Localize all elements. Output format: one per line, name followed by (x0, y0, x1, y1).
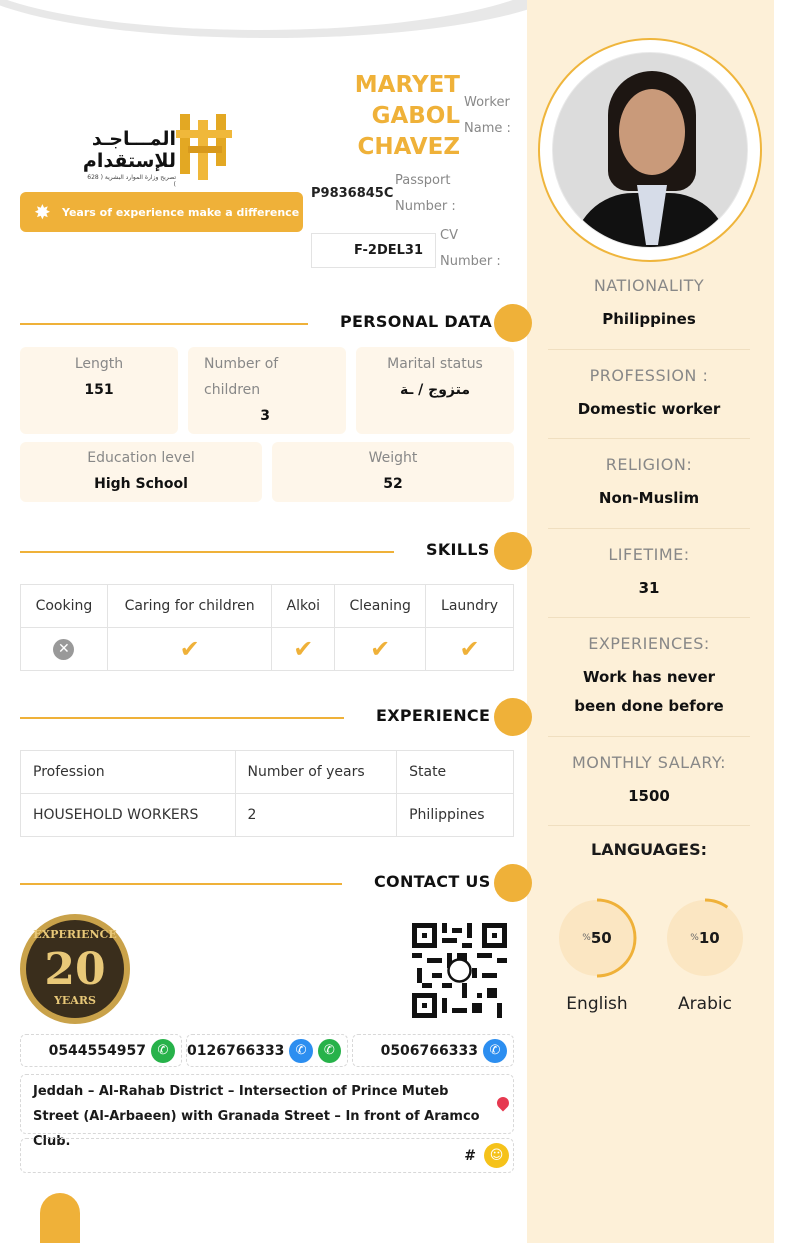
length-card: Length 151 (20, 347, 178, 434)
education-card: Education level High School (20, 442, 262, 502)
worker-photo (538, 38, 762, 262)
phone-number: 0126766333 (187, 1042, 285, 1059)
language-level: 50 (590, 929, 612, 947)
cv-number-box (311, 233, 436, 268)
experience-title: EXPERIENCE (376, 706, 491, 725)
bottom-decoration (40, 1193, 80, 1243)
language-gauge-arabic: % 10 (667, 900, 743, 976)
address-box (20, 1074, 514, 1149)
whatsapp-icon[interactable]: ✆ (151, 1039, 175, 1063)
passport-number: P9836845C (311, 186, 394, 201)
salary-block: MONTHLY SALARY: 1500 (571, 753, 727, 805)
children-card: Number of children 3 (188, 347, 346, 434)
tagline-text: Years of experience make a difference (62, 205, 300, 219)
lifetime-block: LIFETIME: 31 (608, 545, 690, 597)
phone-number: 0544554957 (48, 1042, 146, 1059)
passport-label: Passport Number : (395, 173, 456, 214)
language-name: Arabic (678, 994, 732, 1014)
skills-table (20, 584, 514, 671)
language-level: 10 (698, 929, 720, 947)
location-pin-icon (495, 1095, 512, 1112)
snapchat-icon[interactable]: ☺ (484, 1143, 509, 1168)
marital-card: Marital status متزوج / ـة (356, 347, 514, 434)
experience-header: Profession (21, 751, 236, 794)
checkmark-icon: ✔ (179, 635, 200, 663)
contact-title: CONTACT US (374, 872, 491, 891)
checkmark-icon: ✔ (293, 635, 314, 663)
experience-header: State (397, 751, 514, 794)
languages-title: LANGUAGES: (591, 840, 707, 859)
company-logo (82, 110, 236, 190)
worker-name: MARYET GABOL CHAVEZ (354, 72, 460, 160)
nationality-block: NATIONALITY Philippines (593, 276, 705, 328)
cross-icon: ✕ (53, 639, 74, 660)
religion-block: RELIGION: Non-Muslim (598, 455, 700, 507)
phone-box-1[interactable] (20, 1034, 182, 1067)
experience-badge: EXPERIENCE 20 YEARS (20, 914, 130, 1024)
qr-code[interactable] (412, 923, 507, 1018)
profession-block: PROFESSION : Domestic worker (577, 366, 721, 418)
experience-table (20, 750, 514, 837)
checkmark-icon: ✔ (370, 635, 391, 663)
logo-text-line2: للإستقدام (82, 150, 176, 172)
phone-number: 0506766333 (380, 1042, 478, 1059)
address-text: Jeddah – Al-Rahab District – Intersection of Prince Muteb Street (Al-Arbaeen) with Granada Street – In front of Aramco Club. (33, 1084, 480, 1149)
phone-box-2[interactable] (186, 1034, 348, 1067)
cv-label: CV Number : (440, 228, 501, 269)
phone-icon[interactable]: ✆ (483, 1039, 507, 1063)
checkmark-icon: ✔ (459, 635, 480, 663)
personal-data-title: PERSONAL DATA (340, 312, 493, 331)
skill-header: Cooking (21, 585, 108, 628)
logo-mark-icon (174, 110, 234, 182)
snapchat-box[interactable] (20, 1138, 514, 1173)
experiences-block: EXPERIENCES: Work has never been done before (574, 634, 724, 715)
skill-header: Laundry (426, 585, 514, 628)
skill-header: Alkoi (272, 585, 335, 628)
language-name: English (566, 994, 628, 1014)
table-row: HOUSEHOLD WORKERS 2 Philippines (21, 794, 514, 837)
logo-text-line1: المـــاجـد (91, 128, 176, 150)
worker-name-label: Worker Name : (464, 95, 511, 136)
experience-header: Number of years (235, 751, 397, 794)
logo-subtitle: تصريح وزارة الموارد البشرية ( 628 ) (87, 174, 176, 188)
whatsapp-icon[interactable]: ✆ (318, 1039, 341, 1063)
sparkle-icon: ✸ (34, 200, 51, 224)
phone-box-3[interactable] (352, 1034, 514, 1067)
phone-icon[interactable]: ✆ (289, 1039, 312, 1063)
cv-number: F-2DEL31 (354, 243, 423, 258)
tagline-banner (20, 192, 303, 232)
language-gauge-english: % 50 (559, 900, 635, 976)
weight-card: Weight 52 (272, 442, 514, 502)
snapchat-handle: # (464, 1147, 476, 1164)
skills-title: SKILLS (426, 540, 490, 559)
skill-header: Caring for children (107, 585, 272, 628)
skill-header: Cleaning (335, 585, 426, 628)
